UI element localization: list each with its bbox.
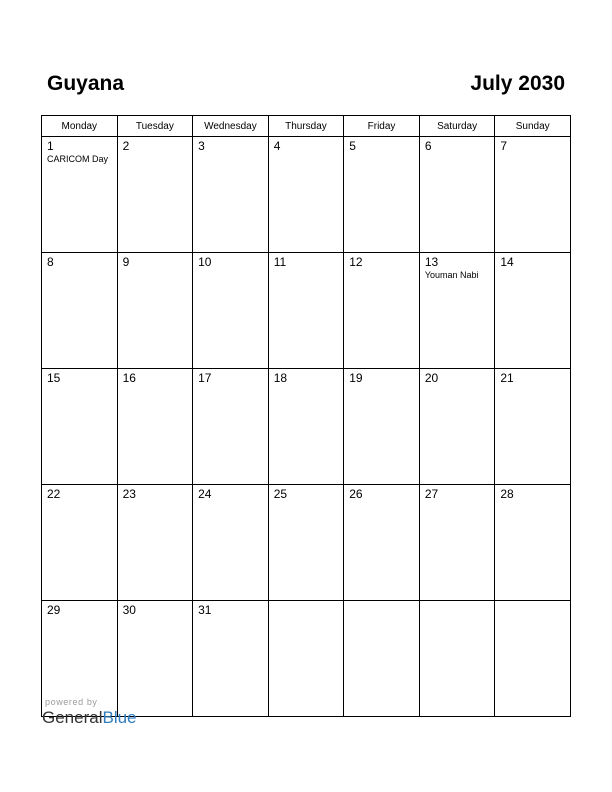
day-number: 9 — [122, 255, 130, 269]
day-number: 5 — [349, 139, 356, 153]
day-cell — [42, 369, 118, 485]
day-cell — [117, 485, 193, 601]
day-cell — [193, 253, 269, 369]
month-year-title: July 2030 — [470, 72, 565, 95]
day-number: 23 — [122, 487, 136, 501]
day-number: 30 — [122, 603, 136, 617]
day-cell — [268, 601, 344, 717]
day-number: 6 — [424, 139, 432, 153]
day-cell — [419, 369, 495, 485]
weekday-monday: Monday — [42, 116, 118, 137]
day-cell — [268, 369, 344, 485]
day-number: 1 — [47, 139, 54, 153]
week-row — [42, 253, 571, 369]
week-row — [42, 485, 571, 601]
day-number: 12 — [349, 255, 363, 269]
day-cell — [344, 485, 420, 601]
day-cell — [495, 369, 571, 485]
brand-general-text: General — [42, 708, 103, 727]
day-cell — [42, 253, 118, 369]
day-number: 24 — [198, 487, 212, 501]
day-cell — [42, 485, 118, 601]
country-title: Guyana — [47, 72, 125, 95]
day-cell — [117, 253, 193, 369]
weekday-thursday: Thursday — [268, 116, 344, 137]
weekday-sunday: Sunday — [495, 116, 571, 137]
day-cell — [419, 601, 495, 717]
week-row — [42, 137, 571, 253]
day-number: 20 — [424, 371, 439, 385]
holiday-label: CARICOM Day — [47, 154, 109, 164]
day-number: 15 — [47, 371, 61, 385]
day-cell — [495, 253, 571, 369]
holiday-label: Youman Nabi — [424, 270, 479, 280]
weekday-saturday: Saturday — [419, 116, 495, 137]
day-cell — [268, 137, 344, 253]
day-cell — [495, 601, 571, 717]
day-number: 16 — [122, 371, 136, 385]
day-number: 21 — [500, 371, 514, 385]
day-cell — [193, 137, 269, 253]
day-cell — [495, 137, 571, 253]
week-row — [42, 369, 571, 485]
day-cell — [268, 485, 344, 601]
day-cell — [42, 137, 118, 253]
day-cell — [117, 137, 193, 253]
weekday-header-row — [42, 116, 571, 137]
day-cell — [117, 369, 193, 485]
weekday-wednesday: Wednesday — [193, 116, 269, 137]
day-number: 29 — [47, 603, 61, 617]
day-cell — [344, 137, 420, 253]
day-number: 2 — [122, 139, 130, 153]
day-cell — [193, 601, 269, 717]
brand-blue-text: Blue — [102, 708, 137, 727]
weekday-friday: Friday — [344, 116, 420, 137]
day-cell — [117, 601, 193, 717]
day-number: 13 — [424, 255, 439, 269]
generalblue-logo[interactable] — [42, 708, 137, 728]
day-number: 26 — [349, 487, 363, 501]
day-number: 11 — [273, 255, 287, 269]
calendar-grid — [41, 115, 571, 717]
day-number: 3 — [198, 139, 205, 153]
day-number: 10 — [198, 255, 212, 269]
day-cell — [419, 485, 495, 601]
day-cell — [344, 369, 420, 485]
day-cell — [344, 253, 420, 369]
day-number: 31 — [198, 603, 212, 617]
day-number: 17 — [198, 371, 212, 385]
day-number: 14 — [500, 255, 514, 269]
day-cell — [419, 137, 495, 253]
day-number: 28 — [500, 487, 514, 501]
powered-by-text: powered by — [45, 697, 98, 707]
day-number: 8 — [47, 255, 54, 269]
day-cell — [268, 253, 344, 369]
day-cell — [344, 601, 420, 717]
day-number: 7 — [500, 139, 508, 153]
day-number: 25 — [273, 487, 288, 501]
week-row — [42, 601, 571, 717]
day-number: 18 — [273, 371, 288, 385]
day-number: 4 — [273, 139, 281, 153]
day-cell — [193, 485, 269, 601]
day-cell — [495, 485, 571, 601]
day-number: 22 — [47, 487, 61, 501]
weekday-tuesday: Tuesday — [117, 116, 193, 137]
day-number: 27 — [424, 487, 439, 501]
day-cell — [193, 369, 269, 485]
day-cell — [419, 253, 495, 369]
day-number: 19 — [349, 371, 363, 385]
